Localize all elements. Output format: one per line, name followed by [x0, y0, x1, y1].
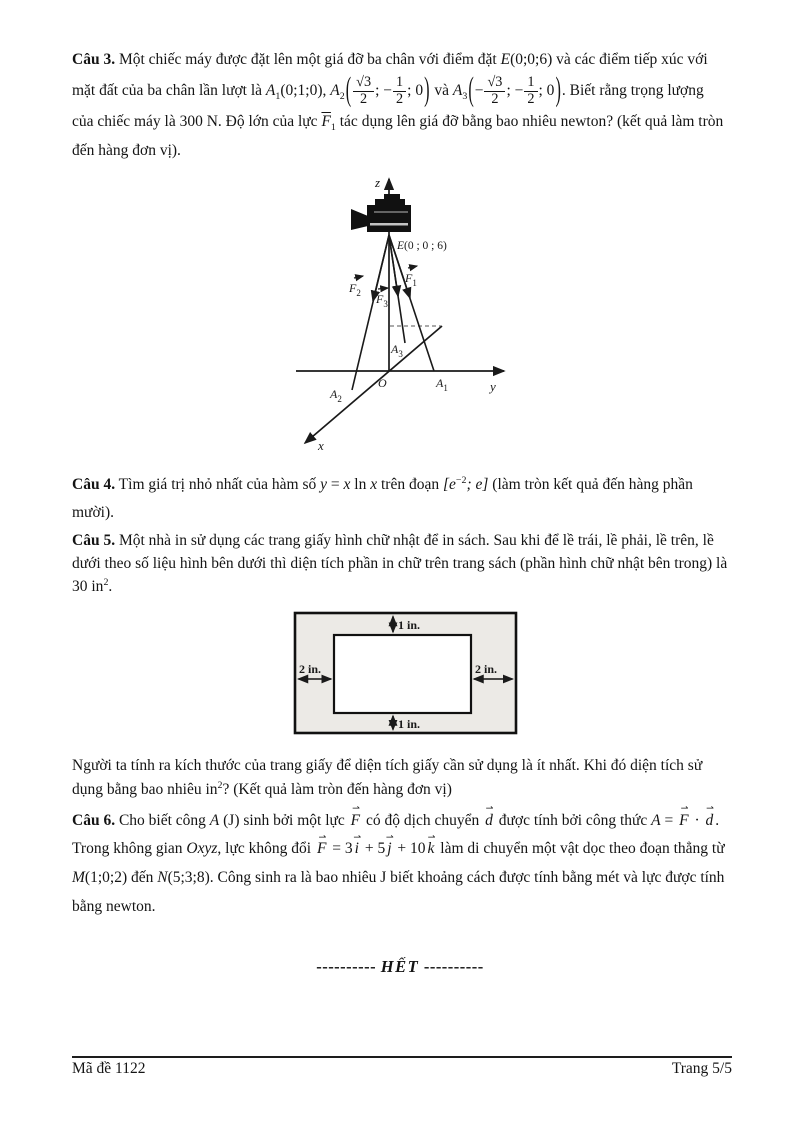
separator: ; − — [506, 81, 524, 99]
equals: = — [660, 811, 678, 829]
force-F3-label: $F_3$ — [376, 291, 388, 309]
q5-text-2: . — [108, 578, 113, 595]
x-axis — [305, 326, 442, 443]
bottom-margin-label: 1 in. — [398, 717, 421, 732]
fraction-sqrt3-over-2 — [352, 75, 375, 108]
question-4 — [72, 471, 728, 527]
end-dashes-right: ---------- — [423, 957, 484, 977]
page-number: Trang 5/5 — [671, 1060, 732, 1077]
q6-text-6: , lực không đổi — [217, 840, 315, 858]
vector-F: ⇀ F — [677, 807, 690, 836]
origin-label: O — [378, 375, 387, 390]
vector-k: ⇀ k — [426, 835, 437, 864]
interval-open: [e — [442, 475, 456, 493]
vector-j: ⇀ j — [385, 835, 393, 864]
fraction-denominator: 2 — [527, 90, 535, 107]
point-E-coords: (0;0;6) — [510, 51, 553, 68]
math-Oxyz: Oxyz — [186, 840, 218, 858]
tripod-camera-figure — [278, 172, 728, 467]
q6-text-8: đến — [127, 869, 158, 887]
separator: ; 0 — [538, 81, 555, 99]
tripod-camera-diagram — [278, 172, 528, 462]
vector-i: ⇀ i — [353, 835, 361, 864]
question-6 — [72, 807, 728, 922]
fraction-sqrt3-over-2 — [483, 75, 506, 108]
fraction-numerator: √3 — [484, 75, 505, 92]
F2-label-arrow — [354, 276, 363, 278]
point-A2-symbol: A — [330, 81, 340, 99]
open-paren: ( — [468, 70, 474, 108]
close-paren: ) — [555, 70, 561, 108]
separator: ; − — [375, 81, 393, 99]
interval-close: ; e] — [466, 475, 489, 493]
superscript-2: 2 — [103, 576, 109, 588]
F3-label-arrow — [378, 288, 388, 289]
vector-d: ⇀ d — [483, 807, 495, 836]
question-3-label: Câu 3. — [72, 51, 116, 68]
math-x: x — [370, 475, 378, 493]
q5b-text-2: ? (Kết quả làm tròn đến hàng đơn vị) — [222, 780, 452, 798]
point-A1-subscript: 1 — [275, 90, 281, 102]
fraction-denominator: 2 — [491, 90, 499, 107]
point-N-coords: (5;3;8) — [167, 869, 210, 887]
margins-diagram — [286, 606, 526, 741]
fraction-denominator: 2 — [396, 90, 404, 107]
force-F1-symbol: $\overline{F}$ — [321, 112, 331, 130]
camera-icon — [351, 194, 411, 232]
page-margins-figure — [286, 606, 728, 746]
fraction-numerator: 1 — [524, 75, 537, 92]
math-ln: ln — [350, 475, 371, 493]
math-x: x — [343, 475, 351, 493]
fraction-denominator: 2 — [360, 90, 368, 107]
point-A3-label: $A_3$ — [391, 341, 403, 359]
vector-d: ⇀ d — [704, 807, 716, 836]
comma: , — [322, 81, 331, 99]
minus-sign: − — [474, 81, 484, 99]
question-4-label: Câu 4. — [72, 475, 116, 493]
q4-text-1: Tìm giá trị nhỏ nhất của hàm số — [115, 475, 321, 493]
q6-text-7: làm di chuyển một vật dọc theo đoạn thẳng từ — [436, 840, 725, 858]
q6-text-2: (J) sinh bởi một lực — [219, 811, 349, 829]
q6-text-1: Cho biết công — [115, 811, 210, 829]
end-label: HẾT — [380, 957, 420, 977]
separator: ; 0 — [407, 81, 424, 99]
math-A: A — [651, 811, 661, 829]
fraction-1-over-2 — [392, 75, 407, 108]
point-E-symbol: E — [500, 51, 511, 68]
exam-code: Mã đề 1122 — [72, 1060, 146, 1077]
q3-text-4: tác dụng lên giá đỡ bằng bao nhiêu newton? (kết quả làm tròn đến hàng đơn vị). — [72, 112, 724, 160]
plus-5: + 5 — [360, 840, 386, 858]
math-y: y — [320, 475, 328, 493]
point-M-coords: (1;0;2) — [84, 869, 128, 887]
force-F1-label: $F_1$ — [405, 270, 417, 288]
point-A3-symbol: A — [452, 81, 463, 99]
point-A2-subscript: 2 — [339, 90, 345, 102]
force-F2-label: $F_2$ — [349, 280, 361, 298]
point-A3-subscript: 3 — [462, 90, 468, 102]
force-F1-subscript: 1 — [330, 121, 336, 133]
open-paren: ( — [345, 70, 352, 108]
period: . — [715, 811, 720, 829]
F1-label-arrow — [408, 266, 417, 268]
q6-text-4: được tính bởi công thức — [494, 811, 652, 829]
q6-text-9: . Công sinh ra là bao nhiêu J biết khoảng cách được tính bằng mét và lực được tính bằng newton. — [72, 869, 725, 915]
z-axis-label: z — [375, 174, 381, 190]
point-N-symbol: N — [157, 869, 168, 887]
q3-and: và — [430, 81, 453, 99]
q3-text-1: Một chiếc máy được đặt lên một giá đỡ ba chân với điểm đặt — [115, 51, 501, 68]
math-A: A — [209, 811, 220, 829]
q3-text-3: . Biết rằng trọng lượng của chiếc máy là 300 N. Độ lớn của lực — [72, 81, 704, 130]
point-A1-symbol: A — [265, 81, 276, 99]
point-M-symbol: M — [72, 869, 85, 887]
close-paren: ) — [424, 70, 430, 108]
point-A2-label: $A_2$ — [330, 386, 342, 404]
point-A1-coords: (0;1;0) — [280, 81, 323, 99]
q4-text-2: trên đoạn — [377, 475, 443, 493]
camera-point-E-label: E(0 ; 0 ; 6) — [397, 239, 447, 252]
point-A1-label: $A_1$ — [436, 375, 448, 393]
equals: = — [327, 475, 344, 493]
question-5-label: Câu 5. — [72, 531, 116, 549]
fraction-numerator: 1 — [393, 75, 406, 92]
y-axis-label: y — [490, 378, 496, 394]
vector-F: ⇀ F — [315, 835, 328, 864]
question-5-continuation — [72, 754, 728, 801]
q6-text-5: Trong không gian — [72, 840, 187, 858]
top-margin-label: 1 in. — [398, 618, 421, 633]
page-footer — [72, 1056, 732, 1078]
page-content — [72, 46, 728, 977]
vector-F: ⇀ F — [349, 807, 362, 836]
inner-print-rect — [334, 635, 471, 713]
q5b-text-1: Người ta tính ra kích thước của trang giấy để diện tích giấy cần sử dụng là ít nhất. Khi đó diện tích sử dụng bằng bao nhiêu in — [72, 757, 703, 798]
right-margin-label: 2 in. — [475, 662, 498, 677]
question-3 — [72, 46, 728, 166]
exponent: −2 — [455, 474, 467, 486]
end-dashes-left: ---------- — [316, 957, 377, 977]
x-axis-label: x — [318, 437, 324, 453]
question-6-label: Câu 6. — [72, 811, 116, 829]
left-margin-label: 2 in. — [299, 662, 322, 677]
question-5 — [72, 529, 728, 599]
plus-10: + 10 — [393, 840, 426, 858]
superscript-2: 2 — [217, 779, 223, 791]
q6-text-3: có độ dịch chuyển — [362, 811, 484, 829]
fraction-1-over-2 — [523, 75, 538, 108]
q5-text-1: Một nhà in sử dụng các trang giấy hình chữ nhật để in sách. Sau khi để lề trái, lề phải, lề trên, lề dưới theo số liệu hình bên dưới thì diện tích phần in chữ trên trang sách (phần hình chữ nhật bên trong) là 30 in — [72, 531, 728, 595]
end-of-exam-marker — [72, 957, 728, 977]
equals-3: = 3 — [328, 840, 353, 858]
q3-text-2: và các điểm tiếp xúc với mặt đất của ba chân lần lượt là — [72, 51, 708, 99]
fraction-numerator: √3 — [353, 75, 374, 92]
dot-operator: · — [690, 811, 704, 829]
q4-text-3: (làm tròn kết quả đến hàng phần mười). — [72, 475, 693, 521]
